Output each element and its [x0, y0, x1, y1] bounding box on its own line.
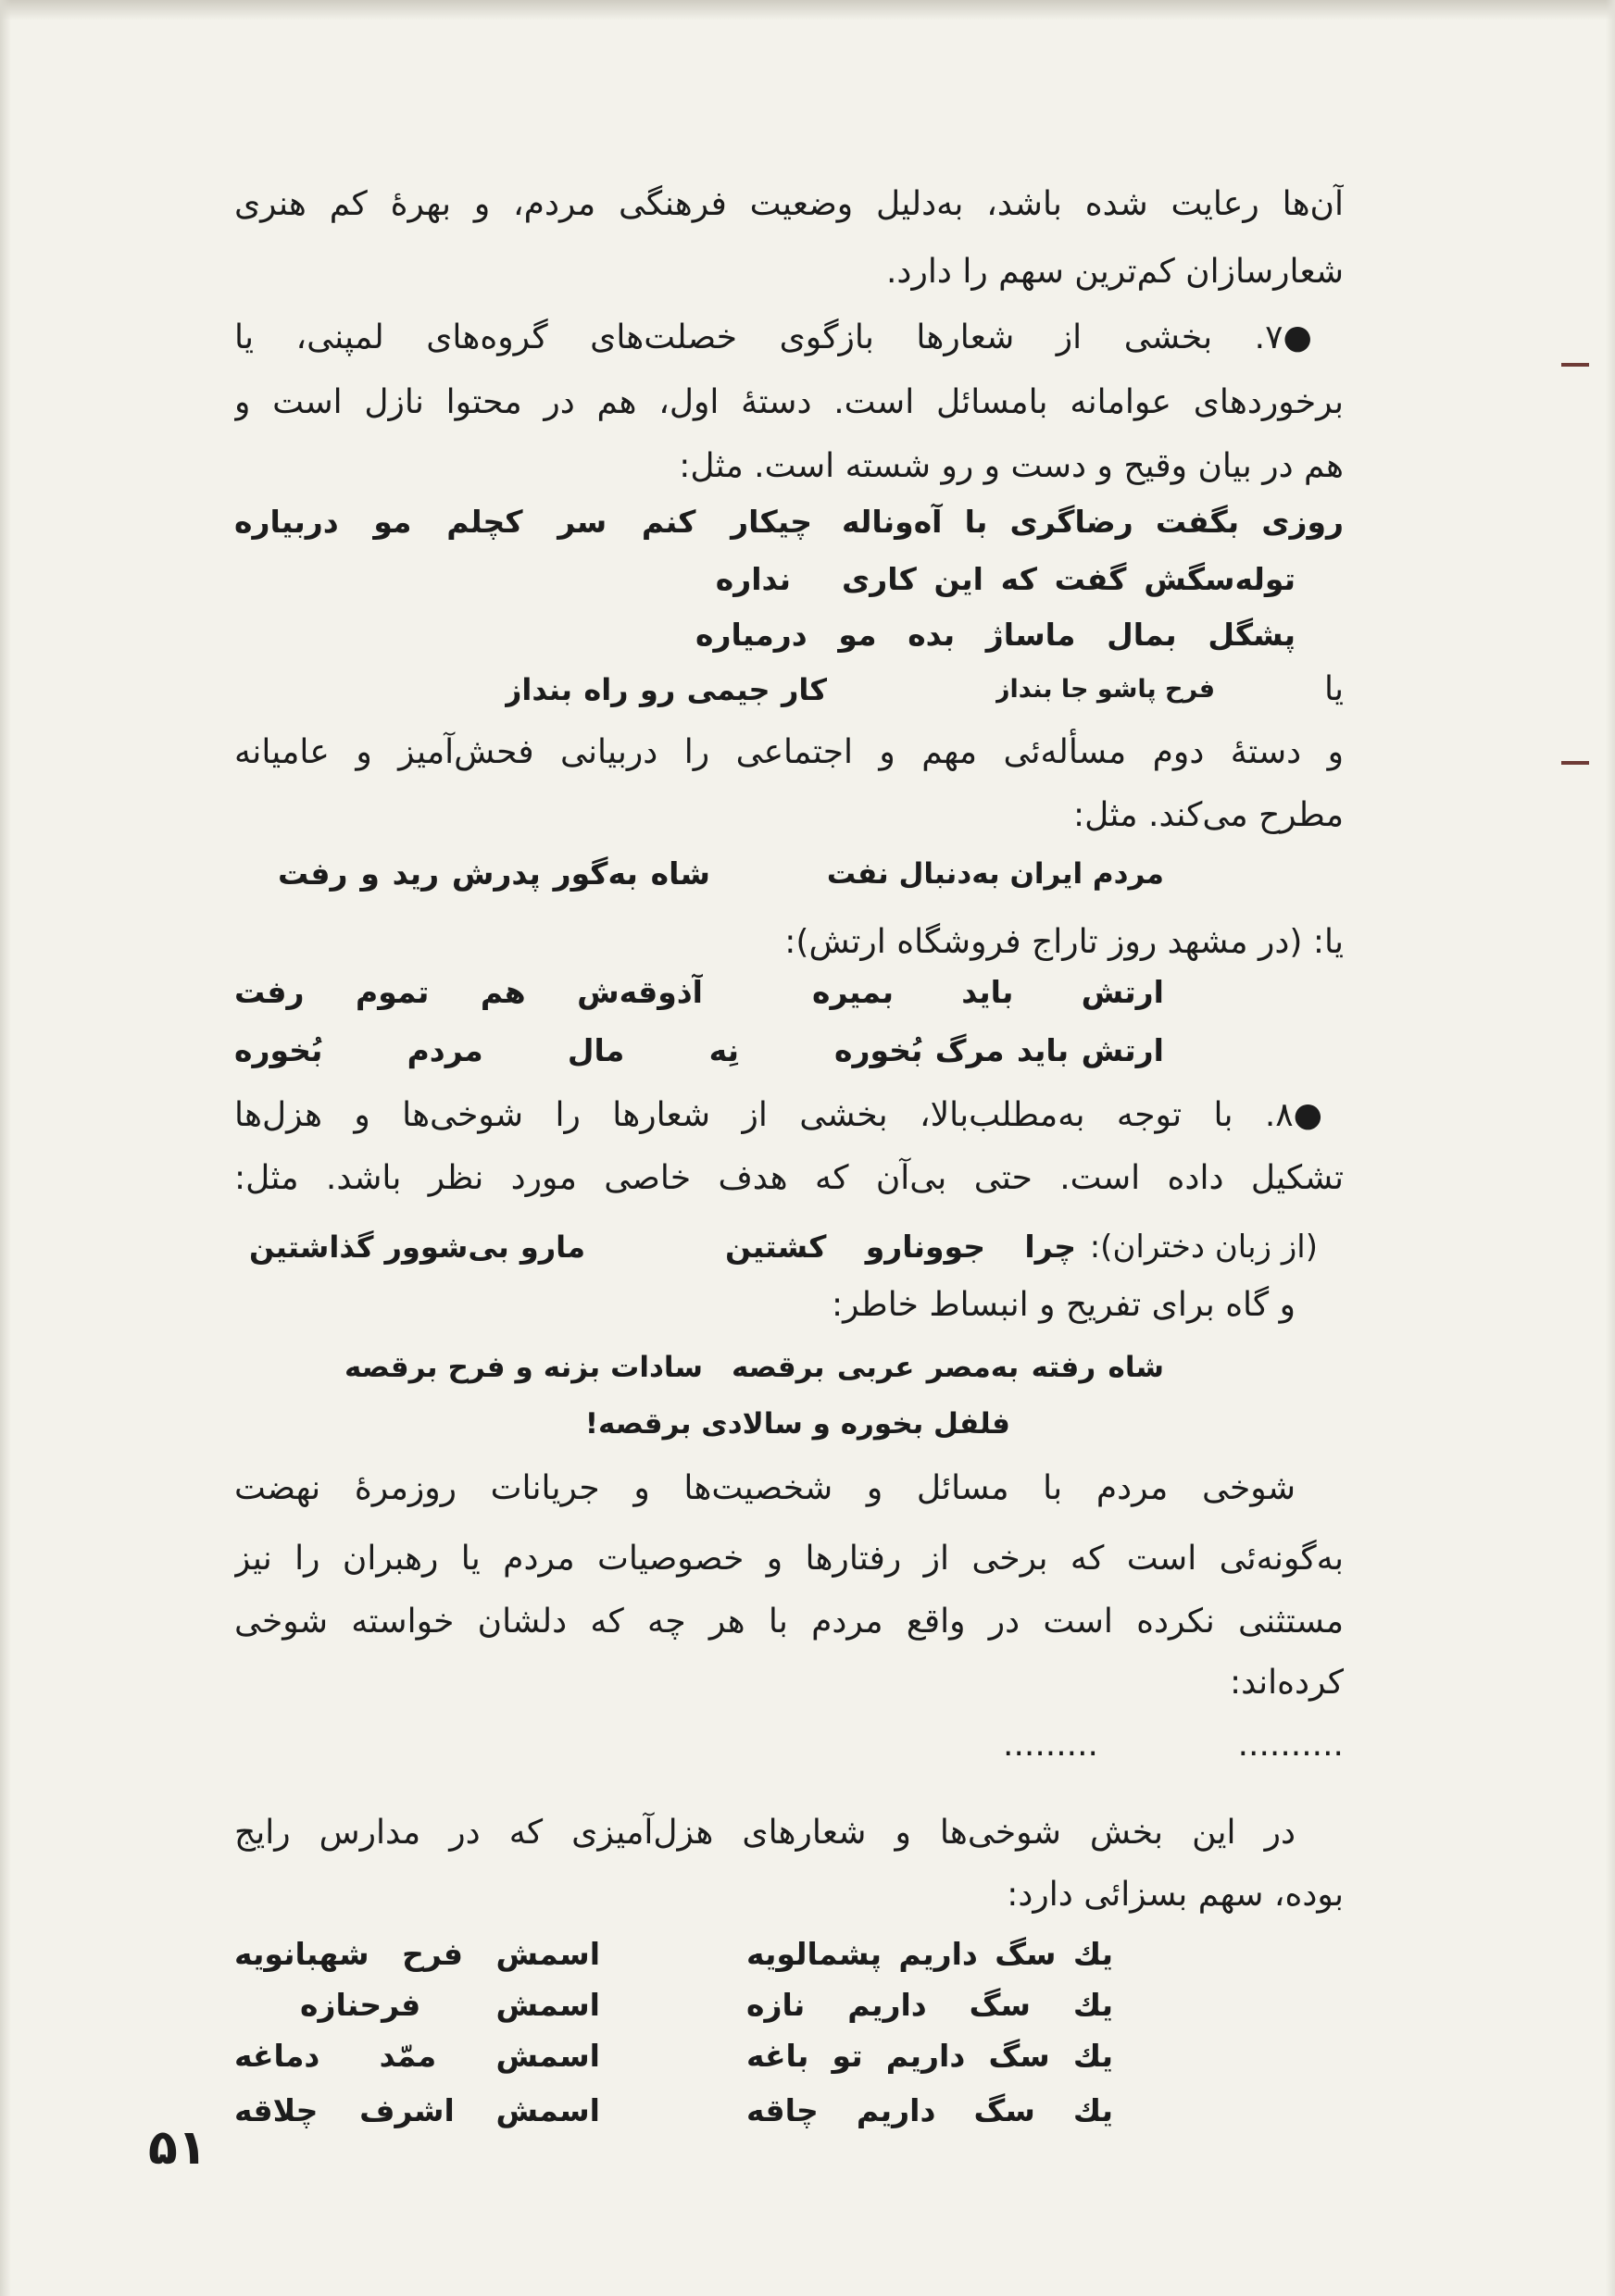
- paragraph-line: شعارسازان کم‌ترین سهم را دارد.: [885, 253, 1344, 291]
- ellipsis-dots: ..........: [1237, 1726, 1344, 1764]
- verse-hemistich: نداره: [715, 561, 791, 597]
- verse-intro: یا: (در مشهد روز تاراج فروشگاه ارتش):: [784, 923, 1344, 961]
- verse-hemistich: اسمش فرحنازه: [300, 1987, 600, 2023]
- numbered-paragraph-line: ●۷. بخشی از شعارها بازگوی خصلت‌های گروه‌های لمپنی، یا: [234, 318, 1344, 356]
- verse-hemistich: توله‌سگش گفت که این کاری: [842, 561, 1296, 597]
- verse-hemistich: یك سگ داریم نازه: [746, 1987, 1113, 2023]
- paragraph-line: در این بخش شوخی‌ها و شعارهای هزل‌آمیزی که در مدارس رایج: [234, 1814, 1296, 1852]
- paragraph-line: کرده‌اند:: [1230, 1664, 1344, 1702]
- paragraph-line: مطرح می‌کند. مثل:: [1073, 796, 1344, 834]
- paragraph-line: بوده، سهم بسزائی دارد:: [1007, 1876, 1344, 1914]
- verse-hemistich: یك سگ داریم پشمالویه: [746, 1936, 1113, 1972]
- paragraph-line: هم در بیان وقیح و دست و رو شسته است. مثل:: [679, 447, 1344, 485]
- verse-hemistich: چرا جوونارو کشتین: [725, 1229, 1076, 1265]
- verse-intro: (از زبان دختران):: [1089, 1229, 1318, 1266]
- margin-mark: [1561, 363, 1589, 367]
- verse-hemistich: اسمش ممّد دماغه: [234, 2038, 600, 2074]
- verse-hemistich: نِه مال مردم بُخوره: [234, 1032, 739, 1068]
- page-number: ۵۱: [148, 2120, 207, 2176]
- verse-intro: و گاه برای تفریح و انبساط خاطر:: [832, 1286, 1296, 1324]
- verse-hemistich: پشگل بمال ماساژ بده مو درمیاره: [695, 617, 1296, 653]
- verse-hemistich: شاه به‌گور پدرش رید و رفت: [278, 855, 710, 892]
- verse-hemistich: روزی بگفت رضاگری با آه‌وناله: [842, 504, 1344, 540]
- verse-hemistich: اسمش فرح شهبانویه: [234, 1936, 600, 1972]
- verse-hemistich: فرح پاشو جا بنداز: [995, 675, 1215, 704]
- paragraph-line: برخوردهای عوامانه بامسائل است. دستهٔ اول، هم در محتوا نازل است و: [234, 383, 1344, 421]
- paragraph-line: به‌گونه‌ئی است که برخی از رفتارها و خصوصیات مردم یا رهبران را نیز: [234, 1540, 1344, 1578]
- verse-hemistich: اسمش اشرف چلاقه: [234, 2092, 600, 2128]
- scan-edge-right: [1606, 0, 1615, 2296]
- verse-hemistich: یك سگ داریم چاقه: [746, 2092, 1113, 2128]
- verse-hemistich: مردم ایران به‌دنبال نفت: [827, 857, 1164, 891]
- paragraph-line: و دستهٔ دوم مسأله‌ئی مهم و اجتماعی را دربیانی فحش‌آمیز و عامیانه: [234, 733, 1344, 771]
- verse-hemistich: سادات بزنه و فرح برقصه: [344, 1351, 703, 1384]
- scan-edge-left: [0, 0, 11, 2296]
- verse-hemistich: ارتش باید مرگ بُخوره: [834, 1032, 1164, 1068]
- verse-hemistich: ارتش باید بمیره: [812, 974, 1164, 1010]
- verse-hemistich: کار جیمی رو راه بنداز: [505, 672, 827, 707]
- verse-hemistich: چیکار کنم سر کچلم مو دربیاره: [234, 504, 812, 540]
- paragraph-line: آن‌ها رعایت شده باشد، به‌دلیل وضعیت فرهنگی مردم، و بهرهٔ کم هنری: [234, 185, 1344, 223]
- verse-hemistich: شاه رفته به‌مصر عربی برقصه: [732, 1351, 1164, 1384]
- paragraph-line: شوخی مردم با مسائل و شخصیت‌ها و جریانات روزمرهٔ نهضت: [234, 1469, 1296, 1507]
- verse-hemistich: فلفل بخوره و سالادی برقصه!: [585, 1407, 1010, 1441]
- scan-edge-top: [0, 0, 1615, 20]
- paragraph-line: تشکیل داده است. حتی بی‌آن که هدف خاصی مورد نظر باشد. مثل:: [234, 1159, 1344, 1197]
- paragraph-line: مستثنی نکرده است در واقع مردم با هر چه که دلشان خواسته شوخی: [234, 1603, 1344, 1641]
- margin-mark: [1561, 761, 1589, 765]
- verse-prefix: یا: [1324, 670, 1344, 708]
- ellipsis-dots: .........: [1003, 1726, 1098, 1764]
- verse-hemistich: مارو بی‌شوور گذاشتین: [249, 1229, 585, 1265]
- verse-hemistich: یك سگ داریم تو باغه: [746, 2038, 1113, 2074]
- numbered-paragraph-line: ●۸. با توجه به‌مطلب‌بالا، بخشی از شعارها را شوخی‌ها و هزل‌ها: [234, 1096, 1344, 1134]
- verse-hemistich: آذوقه‌ش هم تموم رفت: [234, 974, 703, 1010]
